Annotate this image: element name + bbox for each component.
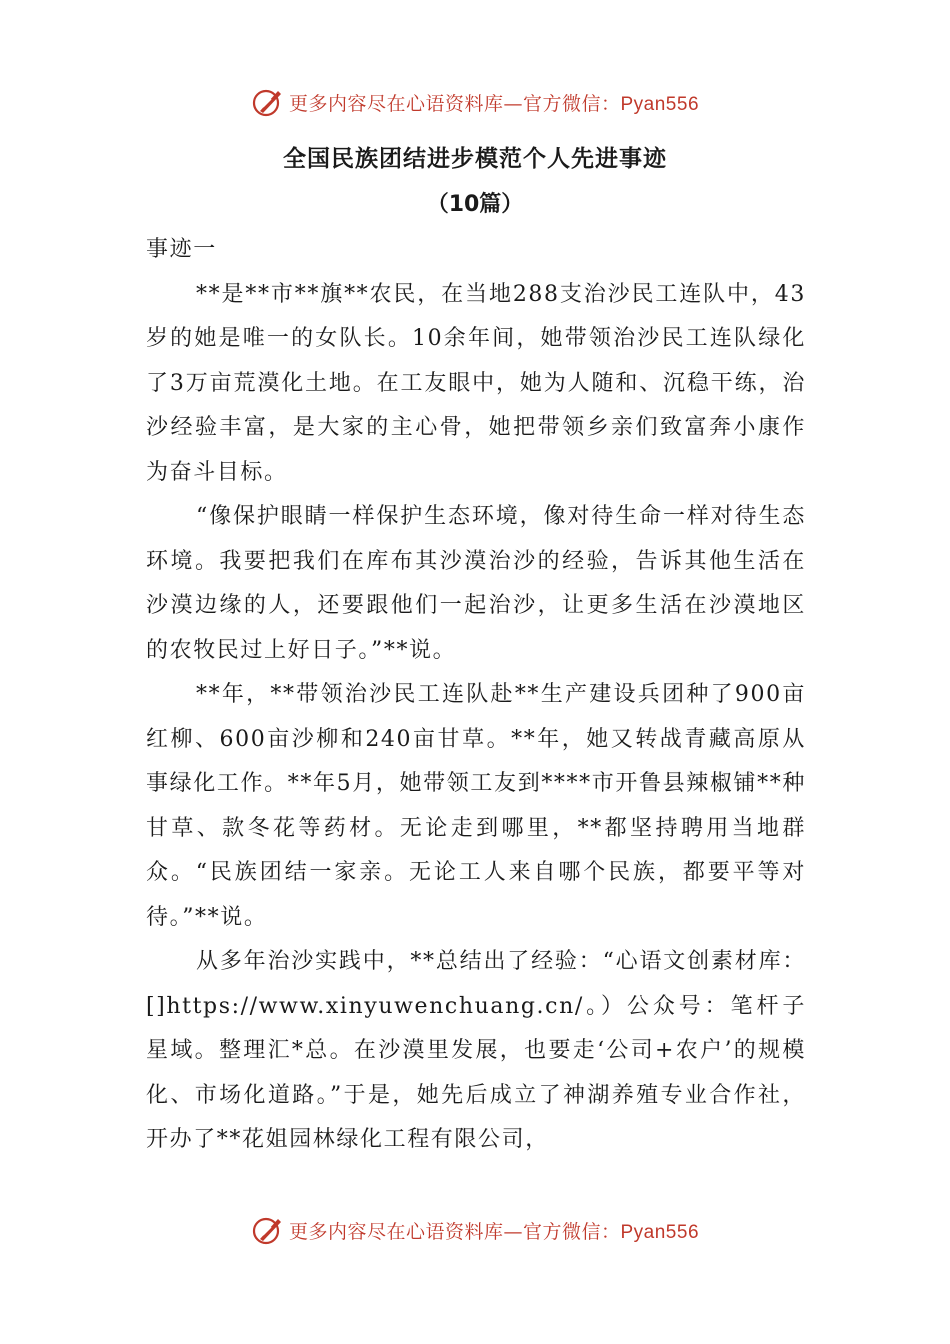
document-body	[146, 228, 806, 1163]
header-banner	[0, 82, 950, 122]
quill-logo-icon	[251, 1213, 285, 1247]
quill-logo-icon	[251, 85, 285, 119]
section-label: 事迹一	[146, 237, 217, 262]
document-subtitle: （10篇）	[426, 192, 524, 217]
paragraph-3: **年，**带领治沙民工连队赴**生产建设兵团种了900亩红柳、600亩沙柳和240亩甘草。**年，她又转战青藏高原从事绿化工作。**年5月，她带领工友到****市开鲁县辣椒铺**种甘草、款冬花等药材。无论走到哪里，**都坚持聘用当地群众。“民族团结一家亲。无论工人来自哪个民族，都要平等对待。”**说。	[146, 682, 806, 930]
paragraph-1: **是**市**旗**农民，在当地288支治沙民工连队中，43岁的她是唯一的女队长。10余年间，她带领治沙民工连队绿化了3万亩荒漠化土地。在工友眼中，她为人随和、沉稳干练，治沙经验丰富，是大家的主心骨，她把带领乡亲们致富奔小康作为奋斗目标。	[146, 281, 806, 485]
footer-banner-text: 更多内容尽在心语资料库—官方微信：Pyan556	[288, 1220, 700, 1243]
paragraph-2: “像保护眼睛一样保护生态环境，像对待生命一样对待生态环境。我要把我们在库布其沙漠治沙的经验，告诉其他生活在沙漠边缘的人，还要跟他们一起治沙，让更多生活在沙漠地区的农牧民过上好日子。”**说。	[146, 504, 806, 663]
header-banner-text: 更多内容尽在心语资料库—官方微信：Pyan556	[288, 92, 700, 115]
paragraph-4: 从多年治沙实践中，**总结出了经验：“心语文创素材库：[]https://www.xinyuwenchuang.cn/。）公众号：笔杆子星域。整理汇*总。在沙漠里发展，也要走‘公司+农户’的规模化、市场化道路。”于是，她先后成立了神湖养殖专业合作社，开办了**花姐园林绿化工程有限公司，	[146, 949, 806, 1152]
document-title: 全国民族团结进步模范个人先进事迹	[283, 146, 667, 172]
footer-banner	[0, 1210, 950, 1250]
